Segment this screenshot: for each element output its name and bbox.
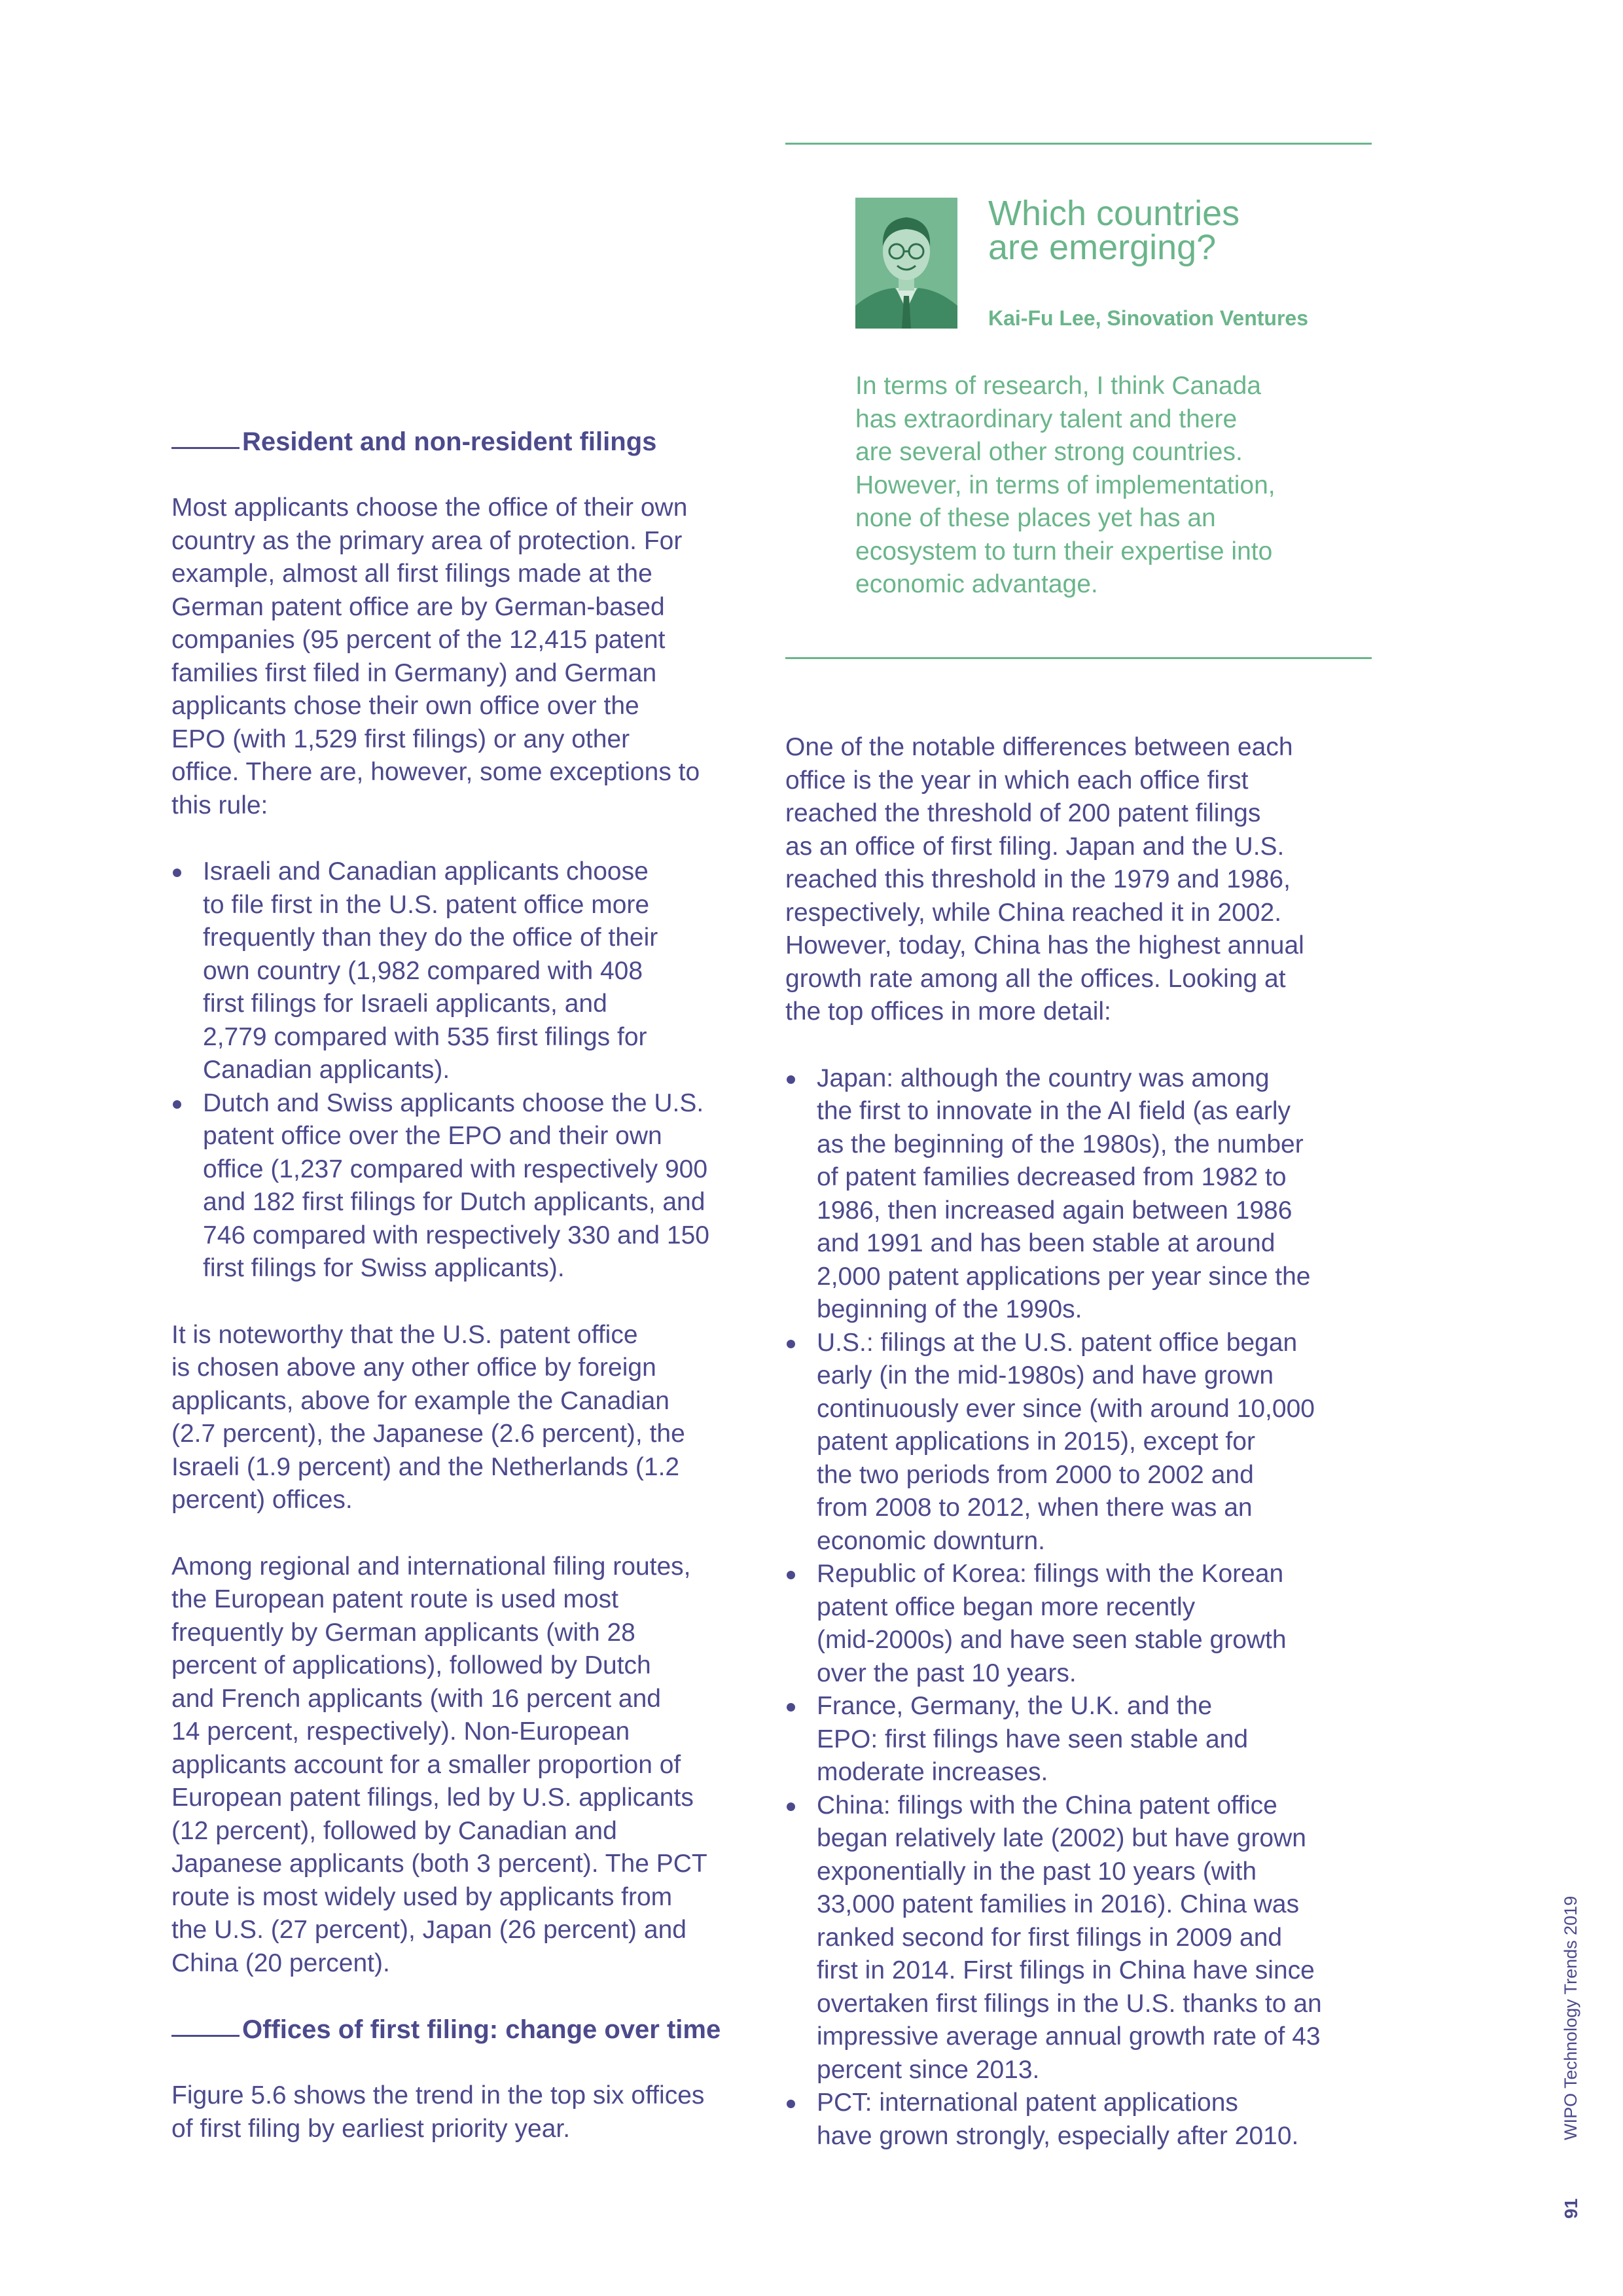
sidebar-author: Kai-Fu Lee, Sinovation Ventures bbox=[988, 306, 1308, 330]
text-line: 14 percent, respectively). Non-European bbox=[171, 1717, 630, 1746]
sidebar-bottom-rule bbox=[785, 657, 1372, 659]
text-line: However, today, China has the highest annual bbox=[785, 931, 1304, 960]
list-item-us bbox=[785, 1327, 1374, 1558]
quote-line: However, in terms of implementation, bbox=[855, 471, 1275, 499]
text-line: office. There are, however, some exceptions to bbox=[171, 758, 700, 786]
text-line: growth rate among all the offices. Looking at bbox=[785, 964, 1286, 993]
text-line: this rule: bbox=[171, 791, 268, 819]
bullet-icon bbox=[787, 1803, 795, 1811]
text-line: (2.7 percent), the Japanese (2.6 percent), the bbox=[171, 1420, 685, 1448]
spacer bbox=[171, 1517, 760, 1551]
text-line: applicants account for a smaller proportion of bbox=[171, 1750, 681, 1779]
right-column bbox=[785, 731, 1374, 2153]
text-line: It is noteworthy that the U.S. patent office bbox=[171, 1320, 638, 1349]
bullet-icon bbox=[787, 1340, 795, 1348]
text-line: first filings for Israeli applicants, and bbox=[203, 990, 607, 1018]
portrait-photo bbox=[855, 198, 957, 329]
text-line: EPO: first filings have seen stable and bbox=[817, 1725, 1249, 1753]
text-line: and French applicants (with 16 percent and bbox=[171, 1684, 661, 1713]
list-item-japan bbox=[785, 1062, 1374, 1327]
list-item-china bbox=[785, 1789, 1374, 2087]
section-heading-offices-over-time bbox=[171, 2013, 760, 2046]
spacer bbox=[785, 1029, 1374, 1062]
text-line: China (20 percent). bbox=[171, 1948, 390, 1977]
text-line: impressive average annual growth rate of 43 bbox=[817, 2022, 1321, 2051]
text-line: China: filings with the China patent office bbox=[817, 1791, 1277, 1820]
list-item-europe bbox=[785, 1690, 1374, 1789]
text-line: continuously ever since (with around 10,000 bbox=[817, 1394, 1315, 1423]
sidebar-quote bbox=[855, 370, 1275, 601]
text-line: over the past 10 years. bbox=[817, 1659, 1077, 1687]
text-line: 2,779 compared with 535 first filings for bbox=[203, 1022, 647, 1051]
quote-line: none of these places yet has an bbox=[855, 504, 1216, 532]
text-line: the two periods from 2000 to 2002 and bbox=[817, 1460, 1254, 1489]
text-line: beginning of the 1990s. bbox=[817, 1295, 1082, 1323]
portrait-illustration bbox=[855, 198, 957, 329]
text-line: early (in the mid-1980s) and have grown bbox=[817, 1361, 1274, 1390]
text-line: PCT: international patent applications bbox=[817, 2089, 1238, 2117]
text-line: 33,000 patent families in 2016). China was bbox=[817, 1890, 1300, 1918]
text-line: the first to innovate in the AI field (as early bbox=[817, 1097, 1291, 1125]
text-line: patent applications in 2015), except for bbox=[817, 1427, 1255, 1456]
heading-rule bbox=[171, 447, 240, 449]
text-line: Republic of Korea: filings with the Korean bbox=[817, 1560, 1284, 1588]
paragraph-filing-routes bbox=[171, 1551, 760, 1981]
paragraph-resident-filings bbox=[171, 492, 760, 822]
text-line: 2,000 patent applications per year since the bbox=[817, 1262, 1311, 1291]
text-line: exponentially in the past 10 years (with bbox=[817, 1857, 1257, 1886]
text-line: of first filing by earliest priority year. bbox=[171, 2114, 571, 2143]
bullet-icon bbox=[787, 1703, 795, 1712]
text-line: route is most widely used by applicants from bbox=[171, 1882, 673, 1911]
list-item bbox=[171, 1087, 760, 1285]
text-line: France, Germany, the U.K. and the bbox=[817, 1692, 1213, 1720]
text-line: overtaken first filings in the U.S. thanks to an bbox=[817, 1989, 1322, 2018]
paragraph-figure-reference bbox=[171, 2079, 760, 2145]
text-line: 1986, then increased again between 1986 bbox=[817, 1196, 1293, 1225]
text-line: and 1991 and has been stable at around bbox=[817, 1229, 1275, 1257]
spacer bbox=[171, 822, 760, 855]
text-line: 746 compared with respectively 330 and 150 bbox=[203, 1221, 709, 1249]
sidebar-title-line-1: Which countries bbox=[988, 194, 1240, 233]
list-item bbox=[171, 855, 760, 1087]
text-line: applicants, above for example the Canadian bbox=[171, 1386, 669, 1415]
quote-line: ecosystem to turn their expertise into bbox=[855, 537, 1273, 565]
text-line: patent office began more recently bbox=[817, 1592, 1196, 1621]
text-line: Most applicants choose the office of their own bbox=[171, 493, 688, 522]
sidebar-title-line-2: are emerging? bbox=[988, 228, 1217, 267]
top-offices-list bbox=[785, 1062, 1374, 2153]
page-number: 91 bbox=[1561, 2198, 1581, 2219]
text-line: have grown strongly, especially after 2010. bbox=[817, 2121, 1299, 2150]
text-line: Japanese applicants (both 3 percent). The PCT bbox=[171, 1850, 707, 1878]
text-line: European patent filings, led by U.S. applicants bbox=[171, 1784, 694, 1812]
text-line: reached the threshold of 200 patent filings bbox=[785, 799, 1261, 827]
text-line: Dutch and Swiss applicants choose the U.S. bbox=[203, 1088, 704, 1117]
text-line: (mid-2000s) and have seen stable growth bbox=[817, 1626, 1287, 1654]
text-line: (12 percent), followed by Canadian and bbox=[171, 1816, 617, 1845]
text-line: as an office of first filing. Japan and the U.S. bbox=[785, 832, 1285, 861]
sidebar-title bbox=[988, 194, 1240, 267]
text-line: the European patent route is used most bbox=[171, 1585, 618, 1613]
text-line: as the beginning of the 1980s), the number bbox=[817, 1130, 1304, 1158]
text-line: companies (95 percent of the 12,415 patent bbox=[171, 626, 666, 654]
text-line: the top offices in more detail: bbox=[785, 997, 1111, 1026]
bullet-icon bbox=[787, 1075, 795, 1084]
left-column bbox=[171, 425, 760, 2145]
text-line: office is the year in which each office first bbox=[785, 766, 1249, 795]
text-line: Israeli and Canadian applicants choose bbox=[203, 857, 649, 886]
quote-line: In terms of research, I think Canada bbox=[855, 372, 1261, 400]
text-line: own country (1,982 compared with 408 bbox=[203, 956, 643, 985]
spacer bbox=[171, 458, 760, 492]
text-line: to file first in the U.S. patent office more bbox=[203, 890, 650, 919]
text-line: Israeli (1.9 percent) and the Netherlands (1.2 bbox=[171, 1452, 680, 1481]
list-item-pct bbox=[785, 2087, 1374, 2153]
text-line: U.S.: filings at the U.S. patent office began bbox=[817, 1328, 1298, 1357]
bullet-icon bbox=[173, 1100, 181, 1109]
paragraph-us-office bbox=[171, 1319, 760, 1517]
section-heading-resident-filings bbox=[171, 425, 760, 458]
bullet-icon bbox=[787, 2100, 795, 2108]
heading-rule bbox=[171, 2035, 240, 2037]
text-line: is chosen above any other office by foreign bbox=[171, 1354, 656, 1382]
text-line: ranked second for first filings in 2009 and bbox=[817, 1923, 1283, 1952]
spacer bbox=[171, 2046, 760, 2079]
text-line: One of the notable differences between each bbox=[785, 733, 1293, 761]
text-line: and 182 first filings for Dutch applicants, and bbox=[203, 1188, 705, 1216]
bullet-icon bbox=[173, 869, 181, 877]
text-line: the U.S. (27 percent), Japan (26 percent) and bbox=[171, 1916, 687, 1944]
paragraph-threshold bbox=[785, 731, 1374, 1029]
text-line: moderate increases. bbox=[817, 1758, 1048, 1786]
text-line: respectively, while China reached it in 2002. bbox=[785, 898, 1282, 927]
text-line: percent of applications), followed by Dutch bbox=[171, 1651, 651, 1679]
text-line: frequently by German applicants (with 28 bbox=[171, 1618, 635, 1647]
text-line: families first filed in Germany) and German bbox=[171, 658, 657, 687]
text-line: economic downturn. bbox=[817, 1526, 1046, 1555]
text-line: Japan: although the country was among bbox=[817, 1064, 1270, 1092]
text-line: example, almost all first filings made at the bbox=[171, 560, 652, 588]
text-line: Among regional and international filing routes, bbox=[171, 1552, 691, 1581]
exceptions-list bbox=[171, 855, 760, 1285]
text-line: of patent families decreased from 1982 to bbox=[817, 1163, 1287, 1191]
spacer bbox=[171, 1980, 760, 2013]
text-line: from 2008 to 2012, when there was an bbox=[817, 1494, 1253, 1522]
text-line: frequently than they do the office of their bbox=[203, 924, 658, 952]
text-line: Canadian applicants). bbox=[203, 1056, 450, 1084]
text-line: reached this threshold in the 1979 and 1986, bbox=[785, 865, 1291, 893]
sidebar-top-rule bbox=[785, 143, 1372, 145]
spacer bbox=[171, 1285, 760, 1319]
text-line: patent office over the EPO and their own bbox=[203, 1122, 662, 1150]
text-line: percent since 2013. bbox=[817, 2055, 1040, 2084]
heading-text: Resident and non-resident filings bbox=[242, 427, 657, 456]
bullet-icon bbox=[787, 1571, 795, 1579]
text-line: EPO (with 1,529 first filings) or any other bbox=[171, 725, 630, 753]
quote-line: economic advantage. bbox=[855, 570, 1098, 598]
text-line: office (1,237 compared with respectively 900 bbox=[203, 1155, 708, 1183]
running-title: WIPO Technology Trends 2019 bbox=[1561, 1895, 1580, 2140]
text-line: began relatively late (2002) but have grown bbox=[817, 1824, 1306, 1852]
heading-text: Offices of first filing: change over time bbox=[242, 2015, 721, 2044]
quote-line: has extraordinary talent and there bbox=[855, 404, 1238, 433]
text-line: percent) offices. bbox=[171, 1486, 353, 1514]
quote-line: are several other strong countries. bbox=[855, 438, 1243, 466]
text-line: applicants chose their own office over the bbox=[171, 692, 639, 720]
text-line: Figure 5.6 shows the trend in the top six offices bbox=[171, 2081, 705, 2109]
text-line: first in 2014. First filings in China have since bbox=[817, 1956, 1315, 1984]
list-item-korea bbox=[785, 1558, 1374, 1690]
text-line: German patent office are by German-based bbox=[171, 592, 665, 621]
text-line: first filings for Swiss applicants). bbox=[203, 1254, 565, 1282]
text-line: country as the primary area of protection. For bbox=[171, 526, 683, 555]
